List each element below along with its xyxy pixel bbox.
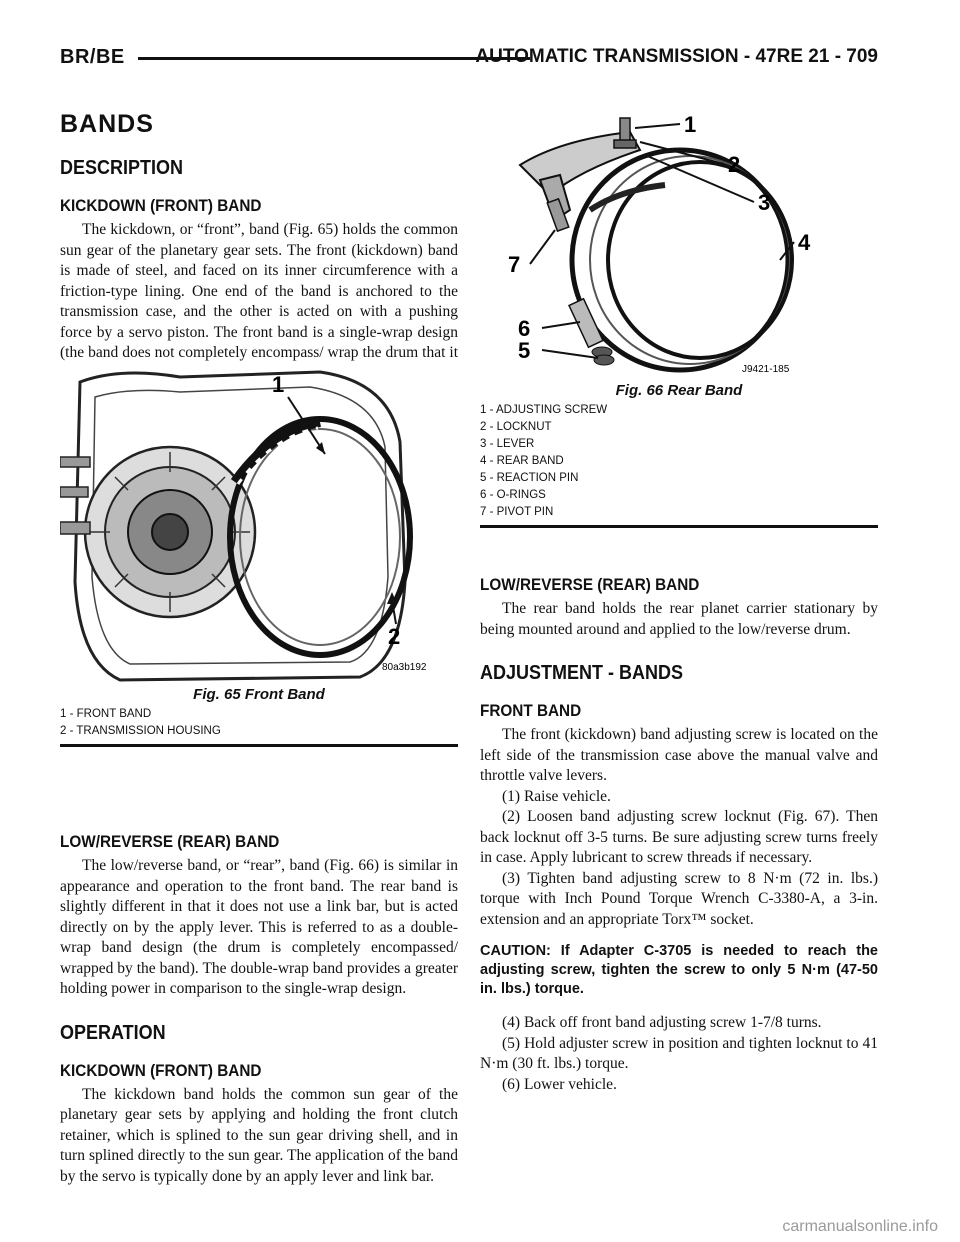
front-band-heading: FRONT BAND: [480, 701, 582, 720]
page-header: [60, 42, 878, 72]
step-3: (3) Tighten band adjusting screw to 8 N·m (72 in. lbs.) torque with Inch Pound Torque Wrench C-3380-A, a 3-in. extension and an appropriate Torx™ socket.: [480, 869, 878, 928]
step-1: (1) Raise vehicle.: [502, 787, 611, 805]
fig65-caption: Fig. 65 Front Band: [193, 686, 325, 703]
lowrev-heading: LOW/REVERSE (REAR) BAND: [60, 832, 280, 851]
fig65-legend: [60, 706, 458, 740]
fig65-rule: [60, 744, 458, 747]
description-heading: DESCRIPTION: [60, 157, 184, 179]
step-5: (5) Hold adjuster screw in position and tighten locknut to 41 N·m (30 ft. lbs.) torque.: [480, 1034, 878, 1072]
kickdown-heading: KICKDOWN (FRONT) BAND: [60, 196, 262, 215]
fig66-callout-2: 2: [728, 152, 741, 177]
fig66-callout-5: 5: [518, 338, 531, 363]
front-band-intro: The front (kickdown) band adjusting screw is located on the left side of the transmission case above the manual valve and throttle valve levers.: [480, 726, 878, 784]
fig65-legend-item: 1 - FRONT BAND: [60, 708, 152, 720]
fig65-callout-2: 2: [388, 624, 401, 649]
op-lowrev-text: The rear band holds the rear planet carrier stationary by being mounted around and applied to the low/reverse drum.: [480, 600, 878, 638]
front-band-illustration: [60, 362, 458, 684]
fig66-callout-1: 1: [684, 112, 697, 137]
fig66-callout-3: 3: [758, 190, 771, 215]
fig66-legend-item: 2 - LOCKNUT: [480, 421, 552, 433]
operation-heading: OPERATION: [60, 1021, 166, 1044]
header-section: AUTOMATIC TRANSMISSION - 47RE 21 - 709: [475, 46, 878, 67]
figure-rear-band: [480, 110, 878, 528]
step-6: (6) Lower vehicle.: [502, 1075, 617, 1093]
fig66-legend-item: 6 - O-RINGS: [480, 489, 546, 501]
fig66-caption: Fig. 66 Rear Band: [615, 382, 743, 399]
fig66-code: J9421-185: [742, 364, 790, 375]
fig66-callout-4: 4: [798, 230, 811, 255]
caution-note: CAUTION: If Adapter C-3705 is needed to reach the adjusting screw, tighten the screw to only 5 N·m (47-50 in. lbs.) torque.: [480, 943, 878, 997]
fig66-callout-7: 7: [508, 252, 521, 277]
figure-front-band: [60, 362, 458, 747]
lowrev-text: The low/reverse band, or “rear”, band (Fig. 66) is similar in appearance and operation to the front band. The rear band is slightly different in that it does not use a link bar, but is acted directly on by the apply lever. This is referred to as a double-wrap band design (the drum is completely encompassed/ wrapped by the band). The double-wrap band provides a greater holding power in comparison to the single-wrap design.: [60, 857, 458, 997]
right-column: [480, 575, 878, 1095]
rear-band-illustration: [480, 110, 878, 380]
step-4: (4) Back off front band adjusting screw 1-7/8 turns.: [502, 1014, 822, 1031]
fig66-callout-6: 6: [518, 316, 531, 341]
fig66-legend-item: 4 - REAR BAND: [480, 455, 564, 467]
fig65-code: 80a3b192: [382, 662, 427, 673]
fig66-legend-item: 3 - LEVER: [480, 438, 535, 450]
op-kickdown-heading: KICKDOWN (FRONT) BAND: [60, 1060, 262, 1080]
fig66-legend: [480, 402, 878, 521]
op-lowrev-heading: LOW/REVERSE (REAR) BAND: [480, 575, 700, 594]
watermark: carmanualsonline.info: [782, 1218, 938, 1235]
kickdown-text: The kickdown, or “front”, band (Fig. 65) holds the common sun gear of the planetary gear sets. The front (kickdown) band is made of steel, and faced on its inner circumference with a friction-type lining. One end of the band is anchored to the transmission case, and the other is acted on with a pushing force by a servo piston. The front band is a single-wrap design (the band does not completely encompass/ wrap the drum that it: [60, 221, 458, 361]
adjustment-heading: ADJUSTMENT - BANDS: [480, 662, 684, 684]
fig65-legend-item: 2 - TRANSMISSION HOUSING: [60, 725, 221, 737]
fig66-legend-item: 7 - PIVOT PIN: [480, 506, 554, 518]
op-kickdown-text: The kickdown band holds the common sun gear of the planetary gear sets by applying and holding the front clutch retainer, which is splined to the sun gear driving shell, and in turn splined directly to the sun gear. The application of the band by the servo is typically done by an apply lever and link bar.: [60, 1085, 458, 1185]
fig66-legend-item: 5 - REACTION PIN: [480, 472, 579, 484]
fig66-rule: [480, 525, 878, 528]
header-rule: [138, 57, 530, 60]
fig66-legend-item: 1 - ADJUSTING SCREW: [480, 404, 608, 416]
header-model: BR/BE: [60, 46, 125, 68]
step-2: (2) Loosen band adjusting screw locknut (Fig. 67). Then back locknut off 3-5 turns. Be sure adjusting screw turns freely in case. Apply lubricant to screw threads if necessary.: [480, 808, 878, 866]
fig65-callout-1: 1: [272, 372, 285, 397]
section-title: BANDS: [60, 110, 154, 138]
